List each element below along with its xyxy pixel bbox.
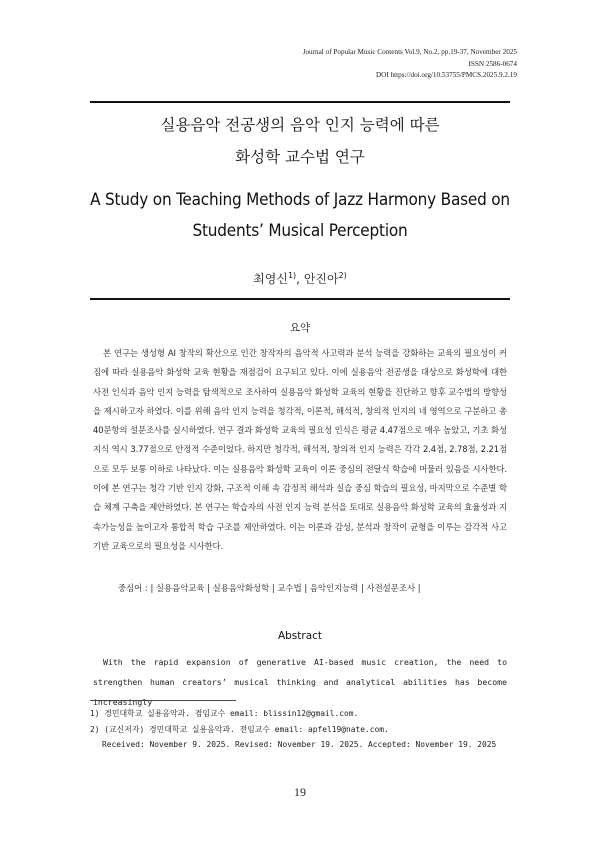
journal-citation: Journal of Popular Music Contents Vol.9, No.2, pp.19-37, November 2025 [302, 48, 517, 56]
journal-header [303, 47, 517, 82]
footnote-1: 1) 경민대학교 실용음악과. 겸임교수 email: blissin12@gmail.com. [90, 709, 359, 718]
korean-title-line-1: 실용음악 전공생의 음악 인지 능력에 따른 [160, 116, 440, 134]
footnote-2: 2) (교신저자) 경민대학교 실용음악과. 전임교수 email: apfel19@nate.com. [90, 724, 389, 734]
keywords-list: | 실용음악교육 | 실용음악화성학 | 교수법 | 음악인지능력 | 사전설문조사 | [150, 583, 421, 593]
english-title [60, 185, 540, 247]
author-separator: , [296, 272, 304, 286]
keywords-label: 중심어 : [118, 583, 148, 593]
author-2: 안진아 [303, 272, 339, 286]
korean-abstract-heading: 요약 [289, 322, 311, 334]
korean-abstract [93, 344, 507, 556]
korean-title-line-2: 화성학 교수법 연구 [235, 148, 365, 166]
authors [0, 270, 600, 287]
author-1-footnote-mark: 1) [287, 271, 297, 280]
english-abstract-heading: Abstract [277, 630, 323, 642]
footnote-rule [90, 700, 236, 701]
english-title-line-2: Students’ Musical Perception [192, 221, 408, 241]
page-number: 19 [294, 785, 306, 799]
korean-abstract-body: 본 연구는 생성형 AI 창작의 확산으로 인간 창작자의 음악적 사고력과 분석 능력을 강화하는 교육의 필요성이 커짐에 따라 실용음악 화성학 교육 현황을 재점검이 요구되고 있다. 이에 실용음악 전공생을 대상으로 화성학에 대한 사전 인식과 음악 인지 능력을 탐색적으로 조사하여 실용음악 화성학 교육의 현황을 진단하고 향후 교수법의 방향성을 제시하고자 하였다. 이를 위해 음악 인지 능력을 청각적, 이론적, 해석적, 창의적 인지의 네 영역으로 구분하고 총 40문항의 설문조사를 실시하였다. 연구 결과 화성학 교육의 필요성 인식은 평균 4.47점으로 매우 높았고, 기초 화성 지식 역시 3.77점으로 안정적 수준이었다. 하지만 청각적, 해석적, 창의적 인지 능력은 각각 2.4점, 2.78점, 2.21점으로 모두 보통 이하로 나타났다. 이는 실용음악 화성학 교육이 이론 중심의 전달식 학습에 머물러 있음을 시사한다. 이에 본 연구는 청각 기반 인지 강화, 구조적 이해 속 감정적 해석과 실습 중심 학습의 필요성, 마지막으로 수준별 학습 체계 구축을 제안하였다. 본 연구는 학습자의 사전 인지 능력 분석을 토대로 실용음악 화성학 교육의 효율성과 지속가능성을 높이고자 통합적 학습 구조를 제안하였다. 이는 이론과 감성, 분석과 창작이 균형을 이루는 감각적 사고 기반 교육으로의 필요성을 시사한다. [93, 348, 507, 551]
title-top-rule [90, 101, 510, 103]
keywords [118, 582, 518, 594]
journal-issn: ISSN 2586-0674 [468, 59, 517, 68]
authors-rule [90, 298, 510, 300]
submission-dates: Received: November 9. 2025. Revised: November 19. 2025. Accepted: November 19. 2025 [102, 740, 497, 749]
author-1: 최영신 [253, 272, 288, 286]
english-title-line-1: A Study on Teaching Methods of Jazz Harmony Based on [90, 190, 510, 210]
author-2-footnote-mark: 2) [338, 271, 347, 280]
journal-doi: DOI https://doi.org/10.53755/PMCS.2025.9.2.19 [375, 71, 517, 79]
english-abstract [93, 652, 507, 712]
footnotes [90, 706, 530, 753]
english-abstract-body: With the rapid expansion of generative AI-based music creation, the need to strengthen human creators’ musical thinking and analytical abilities has become increasingly [93, 657, 507, 707]
